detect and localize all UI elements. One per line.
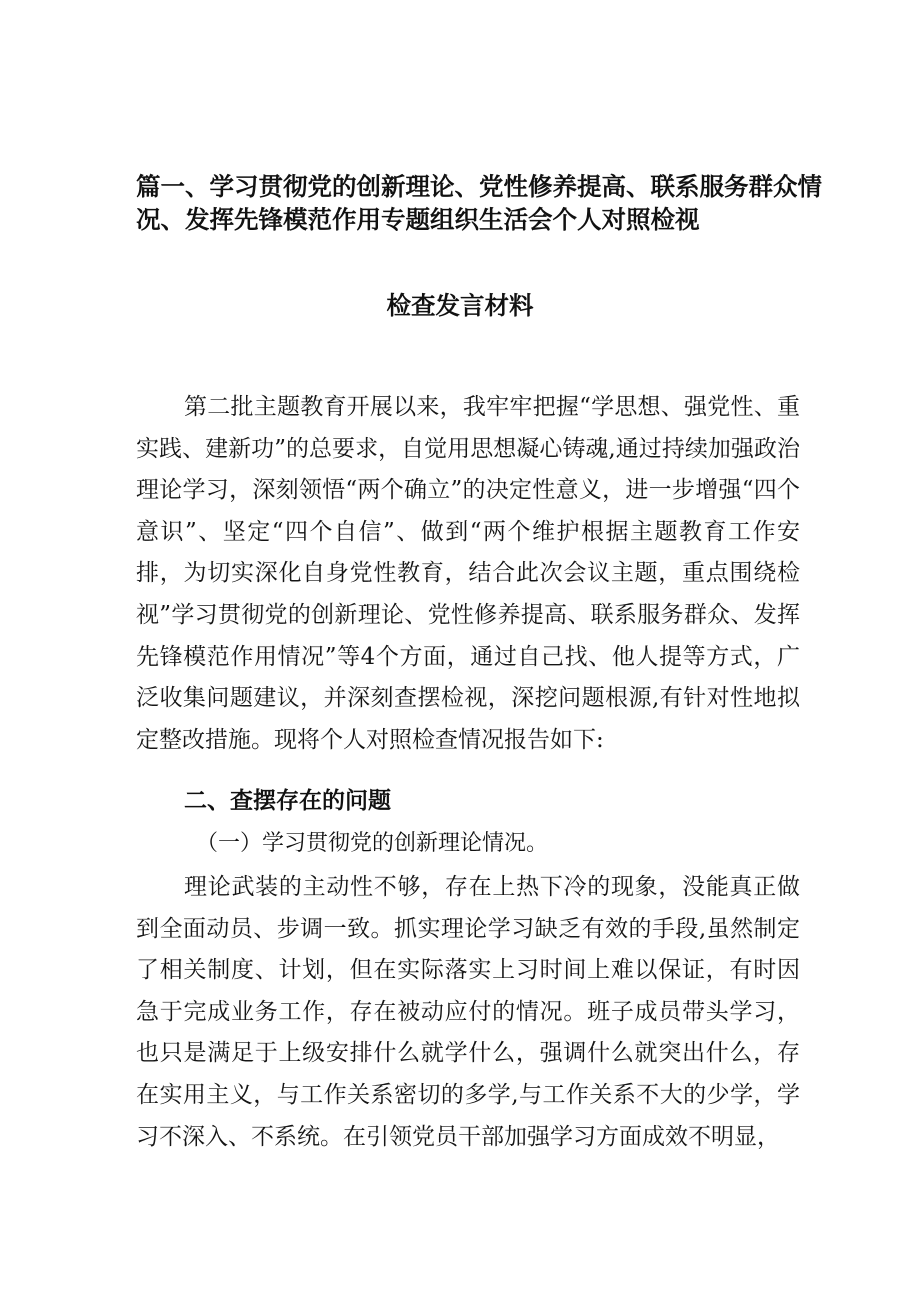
title-line-2: 况、发挥先锋模范作用专题组织生活会个人对照检视	[136, 205, 700, 234]
subsection-heading: （一）学习贯彻党的创新理论情况。	[196, 831, 549, 856]
title-line-1: 篇一、学习贯彻党的创新理论、党性修养提高、联系服务群众情	[136, 172, 822, 201]
body-paragraph: 理论武装的主动性不够，存在上热下冷的现象，没能真正做到全面动员、步调一致。抓实理论学习缺乏有效的手段,虽然制定了相关制度、计划，但在实际落实上习时间上难以保证，有时因急于完成业务工作，存在被动应付的情况。班子成员带头学习，也只是满足于上级安排什么就学什么，强调什么就突出什么，存在实用主义，与工作关系密切的多学,与工作关系不大的少学，学习不深入、不系统。在引领党员干部加强学习方面成效不明显，	[136, 874, 800, 1150]
intro-paragraph: 第二批主题教育开展以来，我牢牢把握“学思想、强党性、重实践、建新功”的总要求，自觉用思想凝心铸魂,通过持续加强政治理论学习，深刻领悟“两个确立”的决定性意义，进一步增强“四个意识”、坚定“四个自信”、做到“两个维护根据主题教育工作安排，为切实深化自身党性教育，结合此次会议主题，重点围绕检视”学习贯彻党的创新理论、党性修养提高、联系服务群众、发挥先锋模范作用情况”等4个方面，通过自己找、他人提等方式，广泛收集问题建议，并深刻查摆检视，深挖问题根源,有针对性地拟定整改措施。现将个人对照检查情况报告如下:	[136, 394, 800, 753]
title-line-3: 检查发言材料	[386, 291, 534, 320]
section-heading: 二、查摆存在的问题	[184, 788, 391, 814]
